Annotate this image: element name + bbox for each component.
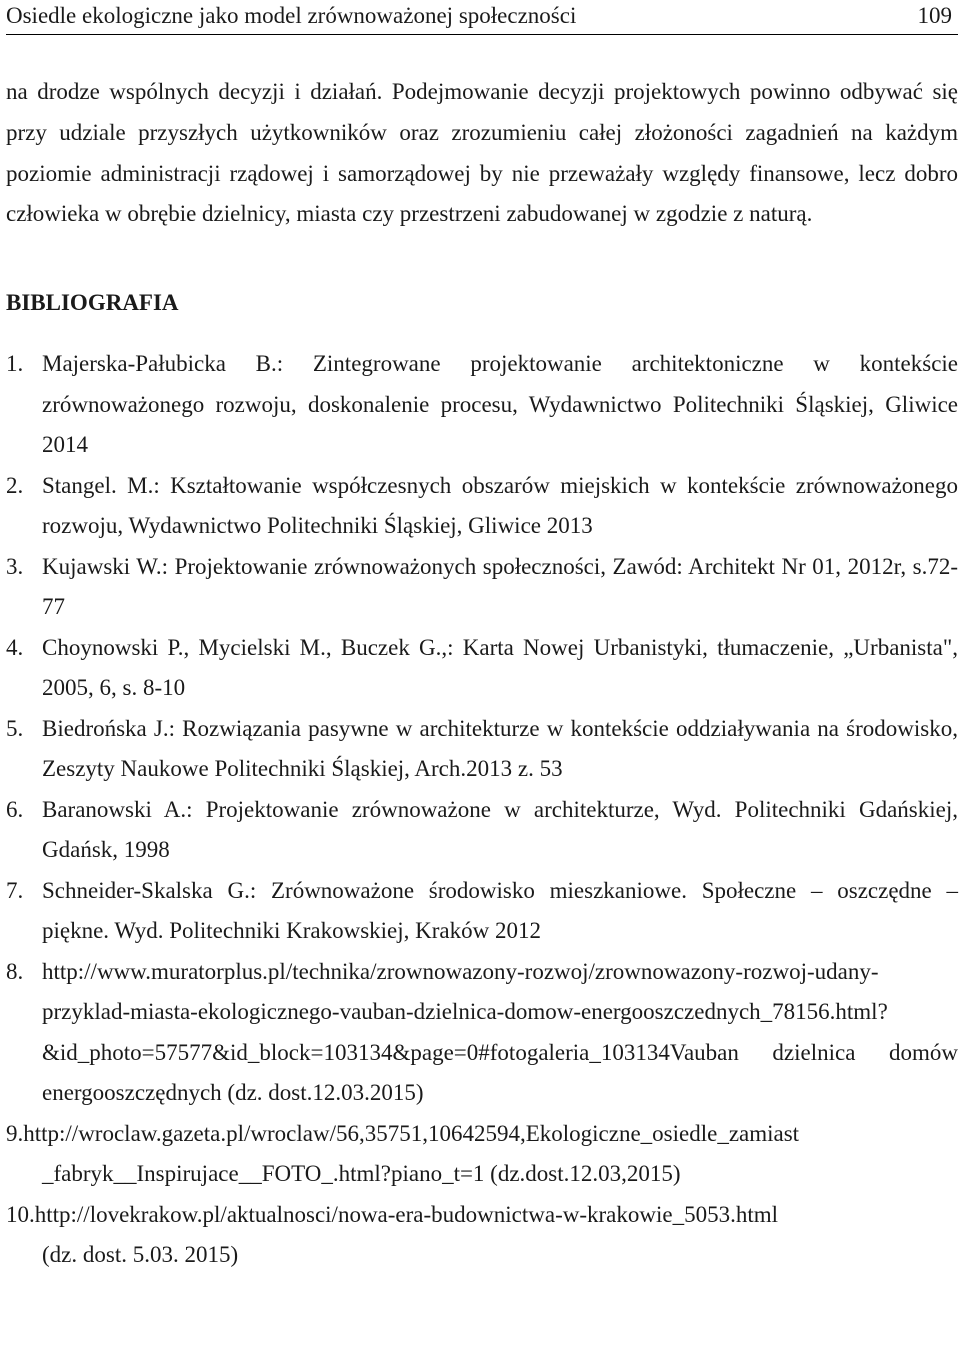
- bibliography-item-text: Majerska-Pałubicka B.: Zintegrowane projektowanie architektoniczne w kontekście zrównoważonego rozwoju, doskonalenie procesu, Wydawnictwo Politechniki Śląskiej, Gliwice 2014: [42, 351, 958, 458]
- bibliography-item-link[interactable]: http://www.muratorplus.pl/technika/zrownowazony-rozwoj/zrownowazony-rozwoj-udany-przyklad-miasta-ekologicznego-vauban-dzielnica-domow-energooszczednych_78156.html?&id_photo=57577&id_block=103134&page=0#fotogaleria_103134Vauban dzielnica domów energooszczędnych (dz. dost.12.03.2015): [42, 958, 958, 1106]
- bibliography-heading: BIBLIOGRAFIA: [6, 290, 179, 316]
- bibliography-item-text: Kujawski W.: Projektowanie zrównoważonych społeczności, Zawód: Architekt Nr 01, 2012r, s.72-77: [42, 553, 958, 620]
- bibliography-item-number: 9.: [6, 1120, 24, 1146]
- bibliography-item-link[interactable]: http://wroclaw.gazeta.pl/wroclaw/56,35751,10642594,Ekologiczne_osiedle_zamiast: [23, 1120, 800, 1146]
- bibliography-item-number: 7.: [6, 877, 24, 903]
- running-header: [6, 0, 958, 35]
- bibliography-item-text: Choynowski P., Mycielski M., Buczek G.,: Karta Nowej Urbanistyki, tłumaczenie, „Urbanista", 2005, 6, s. 8-10: [42, 634, 958, 701]
- bibliography-item: [6, 547, 958, 628]
- bibliography-item-text: Baranowski A.: Projektowanie zrównoważone w architekturze, Wyd. Politechniki Gdańskiej, Gdańsk, 1998: [42, 796, 958, 863]
- bibliography-item-link[interactable]: http://lovekrakow.pl/aktualnosci/nowa-era-budownictwa-w-krakowie_5053.html: [34, 1201, 779, 1227]
- bibliography-item-number: 5.: [6, 715, 24, 741]
- bibliography-item: [6, 1195, 958, 1276]
- body-paragraph: na drodze wspólnych decyzji i działań. Podejmowanie decyzji projektowych powinno odbywać się przy udziale przyszłych użytkowników oraz zrozumieniu całej złożoności zagadnień na każdym poziomie administracji rządowej i samorządowej by nie przeważały względy finansowe, lecz dobro człowieka w obrębie dzielnicy, miasta czy przestrzeni zabudowanej w zgodzie z naturą.: [6, 79, 958, 227]
- running-title: Osiedle ekologiczne jako model zrównoważonej społeczności: [6, 3, 577, 28]
- bibliography-item: [6, 709, 958, 790]
- bibliography-item-number: 2.: [6, 472, 24, 498]
- bibliography-item-text: Stangel. M.: Kształtowanie współczesnych obszarów miejskich w kontekście zrównoważonego rozwoju, Wydawnictwo Politechniki Śląskiej, Gliwice 2013: [42, 472, 958, 539]
- bibliography-item-number: 8.: [6, 958, 24, 984]
- bibliography-item-text: Biedrońska J.: Rozwiązania pasywne w architekturze w kontekście oddziaływania na środowisko, Zeszyty Naukowe Politechniki Śląskiej, Arch.2013 z. 53: [42, 715, 958, 782]
- bibliography-item-number: 1.: [6, 351, 24, 377]
- bibliography-item: [6, 790, 958, 871]
- bibliography-item: [6, 871, 958, 952]
- bibliography-item-text-continued: _fabryk__Inspirujace__FOTO_.html?piano_t=1 (dz.dost.12.03,2015): [42, 1161, 681, 1187]
- bibliography-item-text-continued: (dz. dost. 5.03. 2015): [42, 1242, 239, 1268]
- bibliography-item: [6, 628, 958, 709]
- bibliography-item-number: 10.: [6, 1201, 35, 1227]
- bibliography-item: [6, 1114, 958, 1195]
- bibliography-item-number: 3.: [6, 553, 24, 579]
- bibliography-item-text: Schneider-Skalska G.: Zrównoważone środowisko mieszkaniowe. Społeczne – oszczędne – piękne. Wyd. Politechniki Krakowskiej, Kraków 2012: [42, 877, 958, 944]
- bibliography-item-number: 6.: [6, 796, 24, 822]
- bibliography-item: [6, 344, 958, 466]
- bibliography-list: [6, 344, 958, 1276]
- bibliography-item: [6, 466, 958, 547]
- page-number: 109: [917, 3, 952, 28]
- bibliography-item-number: 4.: [6, 634, 24, 660]
- bibliography-item: [6, 952, 958, 1114]
